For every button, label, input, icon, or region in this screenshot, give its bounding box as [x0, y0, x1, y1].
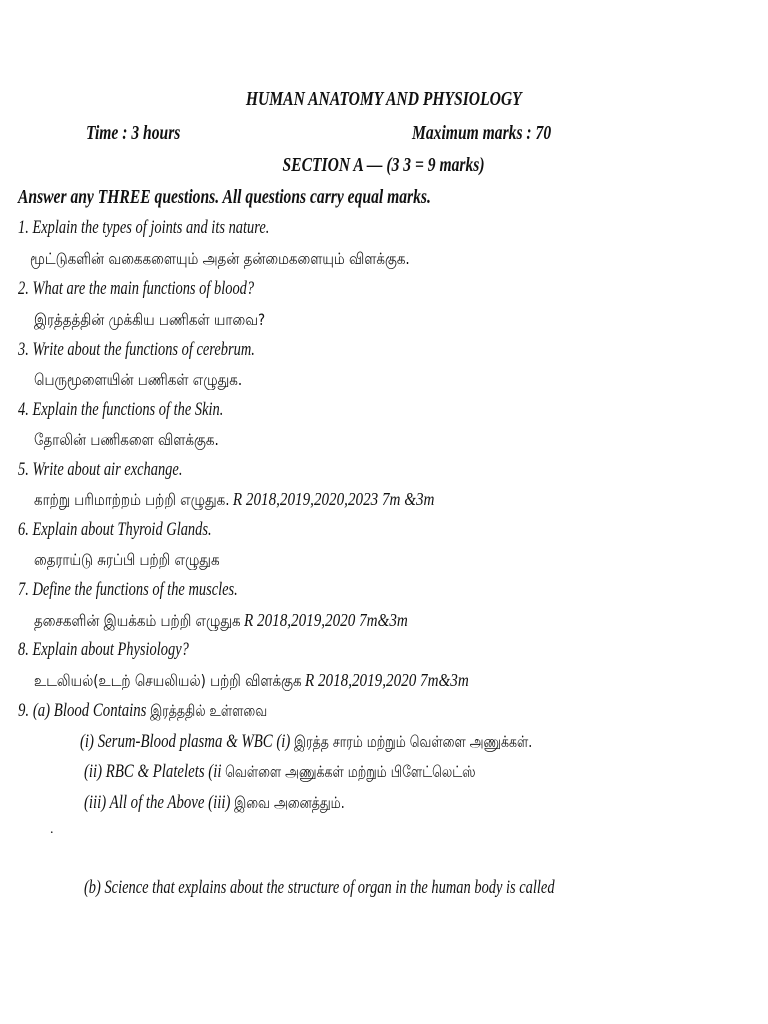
question-9a-option-1: (i) Serum-Blood plasma & WBC (i) இரத்த சாரம் மற்றும் வெள்ளை அணுக்கள்.: [80, 731, 533, 752]
question-7-note: R 2018,2019,2020 7m&3m: [244, 610, 408, 630]
question-9a-option-3: (iii) All of the Above (iii) இவை அனைத்தும்.: [84, 792, 345, 813]
max-marks-label: Maximum marks : 70: [412, 122, 552, 144]
instructions: Answer any THREE questions. All questions carry equal marks.: [18, 186, 431, 208]
question-8-ta: உடலியல்(உடற் செயலியல்) பற்றி விளக்குக R 2018,2019,2020 7m&3m: [34, 670, 469, 690]
question-4-ta: தோலின் பணிகளை விளக்குக.: [34, 430, 219, 449]
section-heading: SECTION A — (3 3 = 9 marks): [282, 154, 486, 176]
question-9a-option-2: (ii) RBC & Platelets (ii வெள்ளை அணுக்கள் மற்றும் பிளேட்லெட்ஸ்: [84, 761, 476, 782]
exam-title: HUMAN ANATOMY AND PHYSIOLOGY: [246, 88, 522, 110]
question-5-note: R 2018,2019,2020,2023 7m &3m: [232, 489, 435, 509]
question-9b: (b) Science that explains about the structure of organ in the human body is called: [84, 877, 555, 898]
question-6-en: 6. Explain about Thyroid Glands.: [18, 519, 212, 540]
question-3-ta: பெருமூளையின் பணிகள் எழுதுக.: [34, 370, 243, 389]
question-7-en: 7. Define the functions of the muscles.: [18, 579, 238, 600]
question-6-ta: தைராய்டு சுரப்பி பற்றி எழுதுக: [34, 550, 220, 569]
question-4-en: 4. Explain the functions of the Skin.: [18, 399, 224, 420]
question-9a: 9. (a) Blood Contains இரத்ததில் உள்ளவை: [18, 700, 268, 721]
time-label: Time : 3 hours: [86, 122, 181, 144]
stray-dot: .: [50, 822, 54, 837]
question-8-note: R 2018,2019,2020 7m&3m: [304, 670, 469, 690]
question-5-ta: காற்று பரிமாற்றம் பற்றி எழுதுக. R 2018,2019,2020,2023 7m &3m: [34, 489, 435, 509]
question-1-en: 1. Explain the types of joints and its nature.: [18, 217, 270, 238]
question-5-en: 5. Write about air exchange.: [18, 459, 183, 480]
question-7-ta: தசைகளின் இயக்கம் பற்றி எழுதுக R 2018,2019,2020 7m&3m: [34, 610, 408, 630]
question-2-en: 2. What are the main functions of blood?: [18, 278, 255, 299]
question-2-ta: இரத்தத்தின் முக்கிய பணிகள் யாவை?: [34, 310, 266, 329]
question-8-en: 8. Explain about Physiology?: [18, 639, 189, 660]
question-3-en: 3. Write about the functions of cerebrum.: [18, 339, 255, 360]
question-1-ta: மூட்டுகளின் வகைகளையும் அதன் தன்மைகளையும் விளக்குக.: [30, 249, 410, 268]
